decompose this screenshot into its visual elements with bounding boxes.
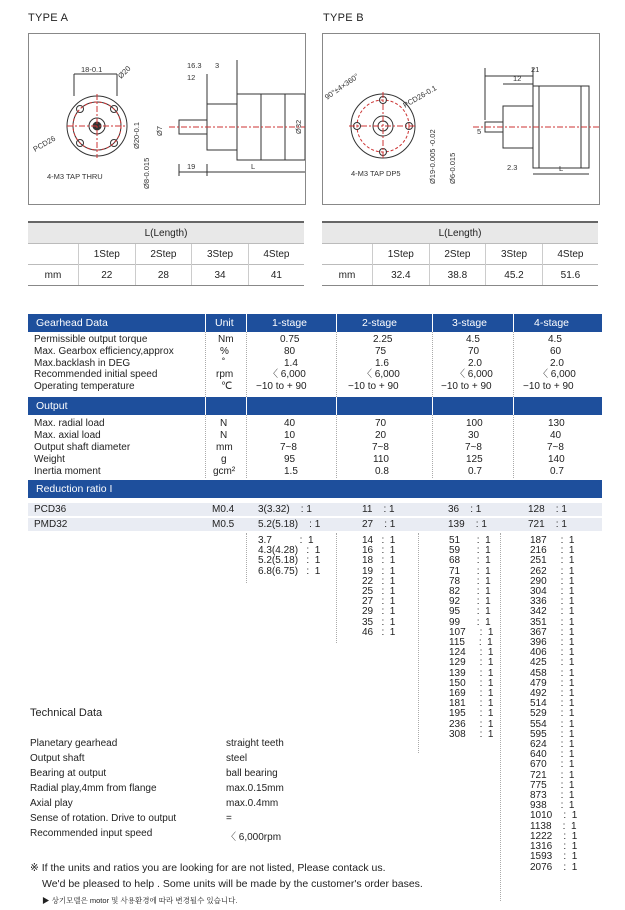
tech-value: =: [226, 813, 232, 824]
dim-18: 18-0.1: [81, 65, 103, 74]
step-3: 3Step: [486, 244, 543, 265]
val-s3: 0.7: [468, 466, 482, 477]
length-header: L(Length): [144, 227, 188, 239]
row-label: Max.backlash in DEG: [34, 358, 131, 369]
val-s1: 95: [284, 454, 296, 465]
row-radial-load: [28, 418, 602, 429]
dim-d6: Ø6-0.015: [448, 152, 457, 184]
val-s1: 10: [284, 430, 296, 441]
stage1-header: 1-stage: [272, 317, 308, 329]
dim-3: 3: [215, 61, 220, 70]
step-4: 4Step: [542, 244, 598, 265]
val-s3: 139 : 1: [448, 519, 487, 530]
val-s3: 100: [466, 418, 483, 429]
type-a-length-table: [28, 221, 304, 286]
gearhead-header-bar: [28, 314, 602, 332]
row-unit: Nm: [218, 334, 234, 345]
tech-value: 〈 6,000rpm: [226, 832, 282, 843]
row-label: Operating temperature: [34, 381, 135, 392]
val-s2: 110: [373, 454, 389, 465]
row-unit: %: [220, 346, 229, 357]
dim-5: 5: [477, 127, 482, 136]
val-s4: 〈 6,000: [538, 369, 576, 380]
val-s4: 721 : 1: [528, 519, 567, 530]
row-initial-speed: [28, 369, 602, 380]
val-s2: 〈 6,000: [362, 369, 400, 380]
row-weight: [28, 454, 602, 465]
val-s4: 0.7: [550, 466, 564, 477]
len-4: 51.6: [542, 265, 598, 286]
val-s1: 40: [284, 418, 296, 429]
output-title: Output: [36, 400, 68, 412]
val-s2: −10 to + 90: [348, 381, 399, 392]
val-s2: 70: [375, 418, 387, 429]
val-s4: 130: [548, 418, 565, 429]
len-3: 34: [192, 265, 249, 286]
dim-angle: 90°±4×360°: [323, 71, 361, 102]
type-a-title: TYPE A: [28, 12, 69, 24]
row-label: Permissible output torque: [34, 334, 148, 345]
val-s2: 1.6: [375, 358, 389, 369]
dim-2-3: 2.3: [507, 163, 518, 172]
ratio-list-stage4: 187 : 1 216 : 1 251 : 1 262 : 1 290 : 1 304 : 1 336 : 1 342 : 1 351 : 1 367 : 1 396 : 1 406 : 1 425 : 1 458 : 1 479 : 1 492 : 1 514 : 1 529 : 1 554 : 1 595 : 1 624 : 1 640 : 1 670 : 1 721 : 1 775 : 1 873 : 1 938 : 1 1010 : 1 1138 : 1 1222 : 1 1316 : 1 1593 : 1 2076 : 1: [530, 535, 578, 873]
row-label: Max. axial load: [34, 430, 101, 441]
val-s4: 40: [550, 430, 562, 441]
row-label: Inertia moment: [34, 466, 101, 477]
step-4: 4Step: [248, 244, 304, 265]
output-header-bar: [28, 397, 602, 415]
val-s4: 60: [550, 346, 562, 357]
row-label: Max. radial load: [34, 418, 105, 429]
val-s2: 0.8: [375, 466, 389, 477]
val-s3: 70: [468, 346, 480, 357]
tech-label: Bearing at output: [30, 768, 107, 779]
val-s1: 1.5: [284, 466, 298, 477]
val-s4: 4.5: [548, 334, 562, 345]
dim-pcd26: PCD26: [31, 133, 57, 154]
val-s1: 1.4: [284, 358, 298, 369]
step-2: 2Step: [135, 244, 192, 265]
val-s2: 20: [375, 430, 387, 441]
unit-col-header: Unit: [215, 317, 234, 329]
val-s4: 140: [548, 454, 565, 465]
val-s3: 〈 6,000: [455, 369, 493, 380]
footnote-line3: ▶ 상기모델은 motor 및 사용환경에 따라 변경될수 있습니다.: [42, 896, 238, 905]
val-s3: 4.5: [466, 334, 480, 345]
dim-16-3: 16.3: [187, 61, 202, 70]
ratio-header-bar: [28, 480, 602, 498]
gearhead-title: Gearhead Data: [36, 317, 108, 329]
dim-l: L: [251, 162, 256, 171]
tech-label: Output shaft: [30, 753, 85, 764]
val-s1: 3(3.32) : 1: [258, 504, 312, 515]
dim-l: L: [559, 164, 564, 173]
row-axial-load: [28, 430, 602, 441]
row-operating-temp: [28, 381, 602, 392]
val-s3: 7~8: [465, 442, 482, 453]
val-s2: 2.25: [373, 334, 393, 345]
tap-dp5-label: 4-M3 TAP DP5: [351, 169, 401, 178]
val-s2: 11 : 1: [362, 504, 395, 515]
len-1: 32.4: [373, 265, 430, 286]
len-4: 41: [248, 265, 304, 286]
tech-value: steel: [226, 753, 248, 764]
val-s3: 36 : 1: [448, 504, 482, 515]
stage3-header: 3-stage: [452, 317, 488, 329]
unit-mm: mm: [322, 265, 373, 286]
dim-12: 12: [513, 74, 522, 83]
dim-d7: Ø7: [155, 125, 164, 136]
row-unit: g: [221, 454, 227, 465]
tech-value: max.0.15mm: [226, 783, 284, 794]
len-2: 38.8: [429, 265, 486, 286]
dim-d20-01: Ø20-0.1: [132, 121, 141, 149]
type-b-diagram: [323, 34, 599, 204]
ratio-list-stage1: 3.7 : 1 4.3(4.28) : 1 5.2(5.18) : 1 6.8(6.75) : 1: [258, 535, 321, 577]
row-unit: ˚: [222, 358, 226, 369]
val-s1: 7~8: [280, 442, 297, 453]
dim-d8: Ø8-0.015: [142, 157, 151, 189]
step-1: 1Step: [79, 244, 136, 265]
dim-d32: Ø32: [294, 119, 303, 134]
technical-title: Technical Data: [30, 707, 103, 719]
row-unit: M0.5: [212, 519, 235, 530]
val-s3: 125: [466, 454, 483, 465]
step-2: 2Step: [429, 244, 486, 265]
type-a-drawing: [28, 33, 306, 205]
val-s2: 7~8: [372, 442, 389, 453]
tap-thru-label: 4-M3 TAP THRU: [47, 172, 103, 181]
row-unit: N: [220, 430, 228, 441]
technical-table: [30, 738, 330, 848]
tech-value: ball bearing: [226, 768, 278, 779]
row-unit: gcm²: [213, 466, 236, 477]
ratio-row-pcd36: [28, 503, 602, 516]
len-1: 22: [79, 265, 136, 286]
footnote-line2: We'd be pleased to help . Some units will be made by the customer's order bases.: [42, 878, 423, 890]
row-inertia: [28, 466, 602, 477]
dim-21: 21: [531, 65, 540, 74]
step-3: 3Step: [192, 244, 249, 265]
row-label: Recommended initial speed: [34, 369, 158, 380]
row-unit: M0.4: [212, 504, 235, 515]
tech-label: Recommended input speed: [30, 828, 153, 839]
type-b-drawing: [322, 33, 600, 205]
ratio-list-stage3: 51 : 1 59 : 1 68 : 1 71 : 1 78 : 1 82 : 1 92 : 1 95 : 1 99 : 1 107 : 1 115 : 1 124 : 1 129 : 1 139 : 1 150 : 1 169 : 1 181 : 1 195 : 1 236 : 1 308 : 1: [449, 535, 494, 740]
tech-label: Sense of rotation. Drive to output: [30, 813, 177, 824]
dim-d19: Ø19-0.005 -0.02: [428, 129, 437, 184]
unit-mm: mm: [28, 265, 79, 286]
val-s1: 0.75: [280, 334, 300, 345]
val-s1: −10 to + 90: [256, 381, 307, 392]
stage4-header: 4-stage: [534, 317, 570, 329]
row-unit: ℃: [221, 381, 233, 392]
val-s4: −10 to + 90: [523, 381, 574, 392]
dim-d20: Ø20: [116, 64, 133, 81]
row-label: PCD36: [34, 504, 67, 515]
row-torque: [28, 334, 602, 345]
val-s1: 〈 6,000: [268, 369, 306, 380]
tech-value: straight teeth: [226, 738, 284, 749]
val-s4: 128 : 1: [528, 504, 567, 515]
dim-pcd26: PCD26-0.1: [401, 83, 439, 110]
ratio-title: Reduction ratio I: [36, 483, 113, 495]
step-1: 1Step: [373, 244, 430, 265]
ratio-list-stage2: 14 : 1 16 : 1 18 : 1 19 : 1 22 : 1 25 : 1 27 : 1 29 : 1 35 : 1 46 : 1: [362, 535, 396, 638]
ratio-row-pmd32: [28, 518, 602, 531]
val-s2: 27 : 1: [362, 519, 396, 530]
type-a-diagram: [29, 34, 305, 204]
row-label: Max. Gearbox efficiency,approx: [34, 346, 174, 357]
val-s4: 2.0: [550, 358, 564, 369]
val-s4: 7~8: [547, 442, 564, 453]
row-unit: N: [220, 418, 228, 429]
val-s3: 2.0: [468, 358, 482, 369]
tech-value: max.0.4mm: [226, 798, 279, 809]
row-label: Weight: [34, 454, 65, 465]
type-b-length-table: [322, 221, 598, 286]
val-s3: −10 to + 90: [441, 381, 492, 392]
stage2-header: 2-stage: [362, 317, 398, 329]
row-label: Output shaft diameter: [34, 442, 131, 453]
row-efficiency: [28, 346, 602, 357]
row-label: PMD32: [34, 519, 68, 530]
dim-12: 12: [187, 73, 196, 82]
tech-label: Radial play,4mm from flange: [30, 783, 157, 794]
row-unit: rpm: [216, 369, 234, 380]
val-s1: 80: [284, 346, 296, 357]
footnote-line1: ※ If the units and ratios you are looking for are not listed, Please contack us.: [30, 862, 386, 874]
row-shaft-diameter: [28, 442, 602, 453]
len-3: 45.2: [486, 265, 543, 286]
val-s1: 5.2(5.18) : 1: [258, 519, 321, 530]
row-unit: mm: [216, 442, 233, 453]
dim-19: 19: [187, 162, 196, 171]
val-s2: 75: [375, 346, 387, 357]
tech-label: Axial play: [30, 798, 73, 809]
tech-label: Planetary gearhead: [30, 738, 118, 749]
row-backlash: [28, 358, 602, 369]
len-2: 28: [135, 265, 192, 286]
length-header: L(Length): [438, 227, 482, 239]
val-s3: 30: [468, 430, 480, 441]
type-b-title: TYPE B: [323, 12, 364, 24]
